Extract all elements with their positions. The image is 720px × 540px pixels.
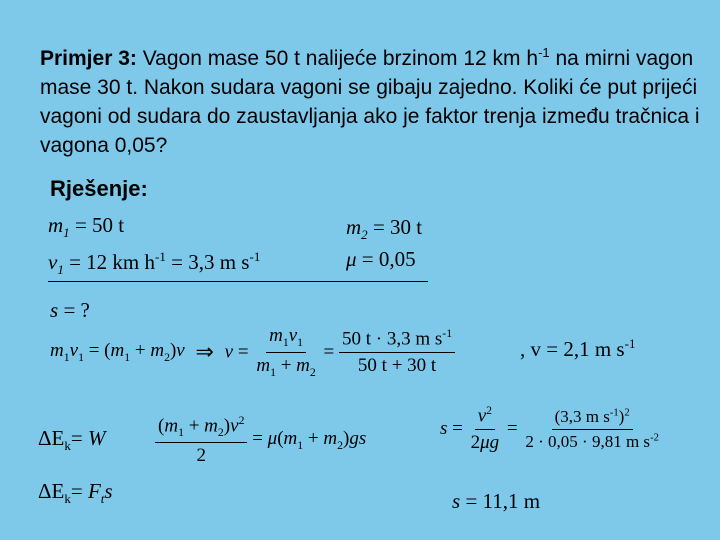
distance-formula: s = $\frac{v^2}{2\mu g}$ = $\frac{(3,3 m s^{-1})^2}{2 \cdot 0,05 \cdot 9,81 m s^{-2}}$ [440, 404, 659, 454]
given-m2: $m_2 = 30$ t [346, 215, 423, 243]
problem-text: Vagon mase 50 t nalijeće brzinom 12 km h [142, 47, 539, 70]
problem-exponent: -1 [538, 45, 550, 60]
given-v1: $v_1 = 12$ km $h^{-1} = 3,3$ m $s^{-1}$ [48, 249, 261, 278]
energy-work-equation: $\Delta E_k= W$ [38, 426, 106, 454]
separator-line [48, 281, 428, 282]
energy-balance-equation: $\frac{(m_1 + m_2)v^2}{2}$ = $\mu(m_1 + m_2)gs$ [155, 414, 366, 467]
unknown-s: s = ? [50, 298, 90, 322]
problem-text-continued: na mirni vagon mase 30 t. Nakon sudara vagoni se gibaju zajedno. Koliki će put prijeći vagoni od sudara do zaustavljanja ako je faktor trenja između tračnica i vagona 0,05? [40, 47, 700, 157]
given-m1: $m_1 = 50$ t [48, 213, 125, 241]
result-v: , v = 2,1 m $s^{-1}$ [520, 336, 636, 361]
energy-friction-equation: $\Delta E_k= F_ts$ [38, 479, 113, 507]
given-mu: μ = 0,05 [346, 247, 416, 271]
momentum-equation: $m_1v_1 = (m_1 + m_2)v$ ⇒ v = $\frac{m_1v_1}{m_1 + m_2}$ = $\frac{50 t \cdot 3,3 m s^{-1}}{50 t + 30 t}$ [50, 325, 455, 380]
result-s: s = 11,1 m [452, 489, 541, 513]
problem-statement [40, 38, 700, 160]
problem-label: Primjer 3: [40, 47, 137, 70]
solution-label: Rješenje: [50, 176, 148, 201]
